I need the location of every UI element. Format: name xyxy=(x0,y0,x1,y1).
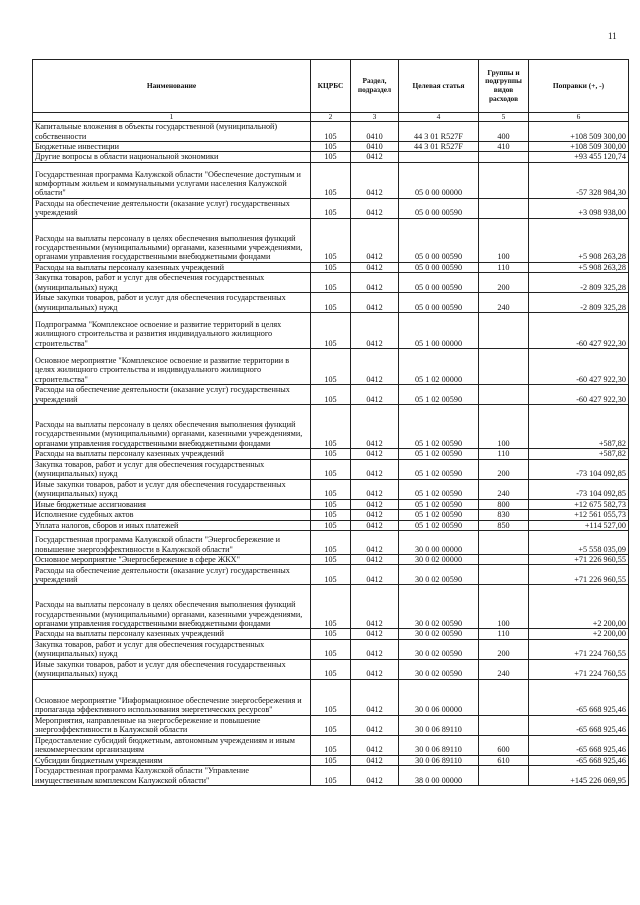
row-section: 0412 xyxy=(351,679,399,715)
table-row xyxy=(33,122,629,142)
row-expense-group: 100 xyxy=(479,218,529,262)
row-name: Расходы на выплаты персоналу в целях обеспечения выполнения функций государственными (муниципальными) органами, казенными учреждениями, органами управления государственными внебюджетными фондами xyxy=(33,405,311,449)
header-target-article: Целевая статья xyxy=(399,60,479,113)
row-amount: -73 104 092,85 xyxy=(529,479,629,499)
row-amount: +5 558 035,09 xyxy=(529,530,629,554)
row-section: 0412 xyxy=(351,554,399,564)
table-row xyxy=(33,585,629,629)
header-kcrbs: КЦРБС xyxy=(311,60,351,113)
row-amount: -65 668 925,46 xyxy=(529,715,629,735)
row-kcrbs: 105 xyxy=(311,385,351,405)
table-row xyxy=(33,293,629,313)
row-section: 0412 xyxy=(351,313,399,349)
table-row xyxy=(33,313,629,349)
row-amount: +587,82 xyxy=(529,405,629,449)
row-name: Государственная программа Калужской области "Обеспечение доступным и комфортным жильем и коммунальными услугами населения Калужской области" xyxy=(33,162,311,198)
row-section: 0412 xyxy=(351,459,399,479)
table-row xyxy=(33,262,629,272)
row-section: 0412 xyxy=(351,162,399,198)
row-target-article: 30 0 06 89110 xyxy=(399,735,479,755)
row-amount: +114 527,00 xyxy=(529,520,629,530)
row-section: 0412 xyxy=(351,262,399,272)
row-section: 0412 xyxy=(351,349,399,385)
row-section: 0412 xyxy=(351,565,399,585)
column-number: 6 xyxy=(529,113,629,122)
row-target-article: 05 1 02 00590 xyxy=(399,459,479,479)
row-section: 0412 xyxy=(351,510,399,520)
row-expense-group: 100 xyxy=(479,405,529,449)
row-target-article: 05 0 00 00590 xyxy=(399,198,479,218)
row-amount: -2 809 325,28 xyxy=(529,293,629,313)
row-section: 0412 xyxy=(351,499,399,509)
row-kcrbs: 105 xyxy=(311,349,351,385)
row-expense-group: 110 xyxy=(479,629,529,639)
row-kcrbs: 105 xyxy=(311,262,351,272)
row-kcrbs: 105 xyxy=(311,218,351,262)
row-target-article: 30 0 06 89110 xyxy=(399,755,479,765)
row-kcrbs: 105 xyxy=(311,198,351,218)
row-section: 0412 xyxy=(351,218,399,262)
table-row xyxy=(33,162,629,198)
row-section: 0412 xyxy=(351,198,399,218)
row-section: 0412 xyxy=(351,735,399,755)
row-amount: +2 200,00 xyxy=(529,629,629,639)
row-target-article: 30 0 02 00590 xyxy=(399,659,479,679)
row-target-article: 05 1 00 00000 xyxy=(399,313,479,349)
row-name: Другие вопросы в области национальной экономики xyxy=(33,152,311,162)
row-expense-group: 800 xyxy=(479,499,529,509)
row-kcrbs: 105 xyxy=(311,459,351,479)
row-amount: -73 104 092,85 xyxy=(529,459,629,479)
row-target-article: 05 0 00 00000 xyxy=(399,162,479,198)
row-kcrbs: 105 xyxy=(311,659,351,679)
table-row xyxy=(33,629,629,639)
row-target-article: 05 1 02 00590 xyxy=(399,510,479,520)
row-section: 0412 xyxy=(351,385,399,405)
row-target-article: 44 3 01 R527F xyxy=(399,142,479,152)
row-name: Бюджетные инвестиции xyxy=(33,142,311,152)
table-row xyxy=(33,385,629,405)
row-kcrbs: 105 xyxy=(311,679,351,715)
column-number: 2 xyxy=(311,113,351,122)
row-kcrbs: 105 xyxy=(311,122,351,142)
row-amount: -65 668 925,46 xyxy=(529,755,629,765)
table-row xyxy=(33,510,629,520)
row-expense-group: 110 xyxy=(479,449,529,459)
row-amount: +12 675 582,73 xyxy=(529,499,629,509)
row-expense-group: 240 xyxy=(479,659,529,679)
table-row xyxy=(33,565,629,585)
row-target-article: 38 0 00 00000 xyxy=(399,766,479,786)
row-target-article: 30 0 02 00590 xyxy=(399,565,479,585)
row-target-article xyxy=(399,152,479,162)
row-section: 0412 xyxy=(351,766,399,786)
row-section: 0412 xyxy=(351,405,399,449)
row-name: Исполнение судебных актов xyxy=(33,510,311,520)
row-section: 0412 xyxy=(351,639,399,659)
row-name: Расходы на обеспечение деятельности (оказание услуг) государственных учреждений xyxy=(33,198,311,218)
row-amount: +5 908 263,28 xyxy=(529,218,629,262)
row-expense-group xyxy=(479,349,529,385)
row-amount: +2 200,00 xyxy=(529,585,629,629)
table-row xyxy=(33,659,629,679)
row-amount: +108 509 300,00 xyxy=(529,122,629,142)
table-row xyxy=(33,520,629,530)
row-expense-group: 200 xyxy=(479,273,529,293)
row-section: 0412 xyxy=(351,293,399,313)
row-expense-group xyxy=(479,554,529,564)
row-expense-group: 200 xyxy=(479,639,529,659)
row-expense-group: 110 xyxy=(479,262,529,272)
row-section: 0412 xyxy=(351,530,399,554)
row-section: 0412 xyxy=(351,152,399,162)
row-expense-group: 200 xyxy=(479,459,529,479)
table-row xyxy=(33,218,629,262)
budget-amendments-table xyxy=(32,59,629,786)
row-expense-group: 600 xyxy=(479,735,529,755)
row-kcrbs: 105 xyxy=(311,629,351,639)
row-kcrbs: 105 xyxy=(311,565,351,585)
row-target-article: 05 0 00 00590 xyxy=(399,273,479,293)
row-expense-group xyxy=(479,198,529,218)
row-target-article: 30 0 06 89110 xyxy=(399,715,479,735)
row-expense-group: 830 xyxy=(479,510,529,520)
table-row xyxy=(33,405,629,449)
row-section: 0412 xyxy=(351,273,399,293)
row-kcrbs: 105 xyxy=(311,152,351,162)
row-name: Расходы на выплаты персоналу в целях обеспечения выполнения функций государственными (муниципальными) органами, казенными учреждениями, органами управления государственными внебюджетными фондами xyxy=(33,585,311,629)
column-number: 4 xyxy=(399,113,479,122)
row-expense-group xyxy=(479,679,529,715)
table-row xyxy=(33,735,629,755)
row-name: Иные закупки товаров, работ и услуг для обеспечения государственных (муниципальных) нужд xyxy=(33,659,311,679)
row-expense-group: 850 xyxy=(479,520,529,530)
row-amount: -65 668 925,46 xyxy=(529,679,629,715)
row-target-article: 05 1 02 00000 xyxy=(399,349,479,385)
table-row xyxy=(33,449,629,459)
header-section: Раздел, подраздел xyxy=(351,60,399,113)
row-name: Расходы на обеспечение деятельности (оказание услуг) государственных учреждений xyxy=(33,385,311,405)
row-kcrbs: 105 xyxy=(311,520,351,530)
row-section: 0410 xyxy=(351,142,399,152)
row-kcrbs: 105 xyxy=(311,162,351,198)
row-target-article: 05 0 00 00590 xyxy=(399,262,479,272)
row-target-article: 05 1 02 00590 xyxy=(399,385,479,405)
header-expense-groups: Группы и подгруппы видов расходов xyxy=(479,60,529,113)
row-section: 0412 xyxy=(351,585,399,629)
row-amount: -60 427 922,30 xyxy=(529,385,629,405)
column-number: 5 xyxy=(479,113,529,122)
table-row xyxy=(33,679,629,715)
row-amount: +12 561 055,73 xyxy=(529,510,629,520)
row-target-article: 44 3 01 R527F xyxy=(399,122,479,142)
row-target-article: 30 0 02 00590 xyxy=(399,639,479,659)
row-expense-group: 400 xyxy=(479,122,529,142)
row-section: 0412 xyxy=(351,629,399,639)
table-row xyxy=(33,530,629,554)
row-expense-group xyxy=(479,313,529,349)
row-expense-group xyxy=(479,715,529,735)
table-row xyxy=(33,142,629,152)
row-kcrbs: 105 xyxy=(311,510,351,520)
table-row xyxy=(33,639,629,659)
row-target-article: 05 1 02 00590 xyxy=(399,499,479,509)
row-amount: +3 098 938,00 xyxy=(529,198,629,218)
row-name: Основное мероприятие "Комплексное освоение и развитие территории в целях жилищного строительства и индивидуального жилищного строительства" xyxy=(33,349,311,385)
row-kcrbs: 105 xyxy=(311,479,351,499)
row-amount: -2 809 325,28 xyxy=(529,273,629,293)
row-name: Иные закупки товаров, работ и услуг для обеспечения государственных (муниципальных) нужд xyxy=(33,293,311,313)
row-expense-group: 410 xyxy=(479,142,529,152)
row-expense-group: 240 xyxy=(479,293,529,313)
row-amount: +93 455 120,74 xyxy=(529,152,629,162)
row-kcrbs: 105 xyxy=(311,530,351,554)
table-row xyxy=(33,766,629,786)
row-name: Мероприятия, направленные на энергосбережение и повышение энергоэффективности в Калужской области xyxy=(33,715,311,735)
row-kcrbs: 105 xyxy=(311,639,351,659)
row-name: Закупка товаров, работ и услуг для обеспечения государственных (муниципальных) нужд xyxy=(33,639,311,659)
table-row xyxy=(33,273,629,293)
row-kcrbs: 105 xyxy=(311,142,351,152)
row-name: Закупка товаров, работ и услуг для обеспечения государственных (муниципальных) нужд xyxy=(33,273,311,293)
row-target-article: 05 1 02 00590 xyxy=(399,405,479,449)
column-number-row xyxy=(33,113,629,122)
table-row xyxy=(33,198,629,218)
table-row xyxy=(33,554,629,564)
row-amount: -60 427 922,30 xyxy=(529,349,629,385)
table-row xyxy=(33,459,629,479)
row-amount: +108 509 300,00 xyxy=(529,142,629,152)
row-kcrbs: 105 xyxy=(311,405,351,449)
row-kcrbs: 105 xyxy=(311,273,351,293)
row-target-article: 30 0 00 00000 xyxy=(399,530,479,554)
row-kcrbs: 105 xyxy=(311,293,351,313)
row-section: 0412 xyxy=(351,755,399,765)
table-body xyxy=(33,122,629,786)
row-kcrbs: 105 xyxy=(311,715,351,735)
header-amendments: Поправки (+, -) xyxy=(529,60,629,113)
row-name: Капитальные вложения в объекты государственной (муниципальной) собственности xyxy=(33,122,311,142)
row-amount: +71 226 960,55 xyxy=(529,554,629,564)
row-expense-group xyxy=(479,385,529,405)
row-name: Предоставление субсидий бюджетным, автономным учреждениям и иным некоммерческим организациям xyxy=(33,735,311,755)
row-amount: +587,82 xyxy=(529,449,629,459)
row-expense-group xyxy=(479,565,529,585)
row-name: Основное мероприятие "Информационное обеспечение энергосбережения и пропаганда эффективного использования энергетических ресурсов" xyxy=(33,679,311,715)
header-name: Наименование xyxy=(33,60,311,113)
row-section: 0412 xyxy=(351,659,399,679)
row-section: 0412 xyxy=(351,715,399,735)
row-amount: +71 224 760,55 xyxy=(529,639,629,659)
row-name: Иные закупки товаров, работ и услуг для обеспечения государственных (муниципальных) нужд xyxy=(33,479,311,499)
row-target-article: 05 0 00 00590 xyxy=(399,293,479,313)
row-expense-group xyxy=(479,766,529,786)
row-section: 0412 xyxy=(351,520,399,530)
row-kcrbs: 105 xyxy=(311,313,351,349)
row-amount: +71 224 760,55 xyxy=(529,659,629,679)
row-name: Уплата налогов, сборов и иных платежей xyxy=(33,520,311,530)
row-amount: -65 668 925,46 xyxy=(529,735,629,755)
row-name: Закупка товаров, работ и услуг для обеспечения государственных (муниципальных) нужд xyxy=(33,459,311,479)
row-name: Расходы на выплаты персоналу казенных учреждений xyxy=(33,262,311,272)
row-kcrbs: 105 xyxy=(311,735,351,755)
row-amount: -60 427 922,30 xyxy=(529,313,629,349)
row-name: Государственная программа Калужской области "Управление имущественным комплексом Калужской области" xyxy=(33,766,311,786)
row-name: Иные бюджетные ассигнования xyxy=(33,499,311,509)
column-number: 1 xyxy=(33,113,311,122)
header-row xyxy=(33,60,629,113)
row-name: Основное мероприятие "Энергосбережение в сфере ЖКХ" xyxy=(33,554,311,564)
row-name: Подпрограмма "Комплексное освоение и развитие территорий в целях жилищного строительства и развития индивидуального жилищного строительства" xyxy=(33,313,311,349)
page-number: 11 xyxy=(608,31,617,41)
row-name: Государственная программа Калужской области "Энергосбережение и повышение энергоэффективности в Калужской области" xyxy=(33,530,311,554)
row-kcrbs: 105 xyxy=(311,585,351,629)
row-target-article: 05 1 02 00590 xyxy=(399,479,479,499)
row-target-article: 05 1 02 00590 xyxy=(399,449,479,459)
row-kcrbs: 105 xyxy=(311,499,351,509)
row-section: 0412 xyxy=(351,449,399,459)
row-name: Расходы на выплаты персоналу казенных учреждений xyxy=(33,449,311,459)
row-name: Субсидии бюджетным учреждениям xyxy=(33,755,311,765)
row-kcrbs: 105 xyxy=(311,755,351,765)
row-kcrbs: 105 xyxy=(311,449,351,459)
row-amount: -57 328 984,30 xyxy=(529,162,629,198)
row-name: Расходы на выплаты персоналу в целях обеспечения выполнения функций государственными (муниципальными) органами, казенными учреждениями, органами управления государственными внебюджетными фондами xyxy=(33,218,311,262)
table-row xyxy=(33,755,629,765)
row-target-article: 30 0 02 00000 xyxy=(399,554,479,564)
row-amount: +5 908 263,28 xyxy=(529,262,629,272)
row-section: 0410 xyxy=(351,122,399,142)
table-row xyxy=(33,499,629,509)
row-target-article: 05 1 02 00590 xyxy=(399,520,479,530)
table-row xyxy=(33,715,629,735)
row-kcrbs: 105 xyxy=(311,766,351,786)
row-expense-group xyxy=(479,162,529,198)
table-row xyxy=(33,349,629,385)
row-expense-group xyxy=(479,152,529,162)
table-row xyxy=(33,152,629,162)
row-section: 0412 xyxy=(351,479,399,499)
row-expense-group: 240 xyxy=(479,479,529,499)
row-amount: +71 226 960,55 xyxy=(529,565,629,585)
row-target-article: 05 0 00 00590 xyxy=(399,218,479,262)
row-amount: +145 226 069,95 xyxy=(529,766,629,786)
row-target-article: 30 0 02 00590 xyxy=(399,585,479,629)
row-target-article: 30 0 06 00000 xyxy=(399,679,479,715)
row-name: Расходы на выплаты персоналу казенных учреждений xyxy=(33,629,311,639)
row-name: Расходы на обеспечение деятельности (оказание услуг) государственных учреждений xyxy=(33,565,311,585)
row-expense-group: 100 xyxy=(479,585,529,629)
row-expense-group: 610 xyxy=(479,755,529,765)
row-target-article: 30 0 02 00590 xyxy=(399,629,479,639)
row-kcrbs: 105 xyxy=(311,554,351,564)
column-number: 3 xyxy=(351,113,399,122)
row-expense-group xyxy=(479,530,529,554)
table-row xyxy=(33,479,629,499)
